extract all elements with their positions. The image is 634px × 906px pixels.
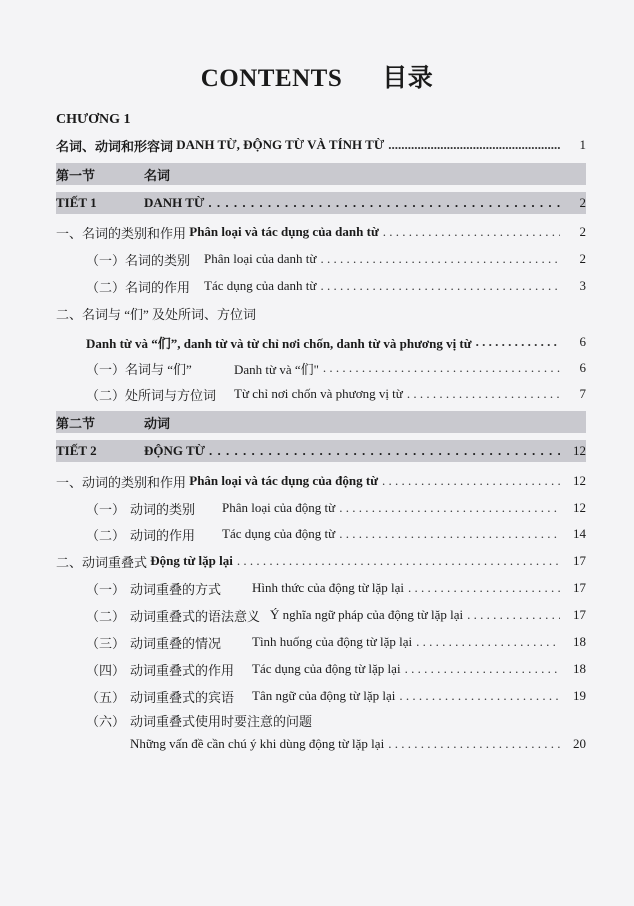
section-band-1-zh[interactable] — [56, 163, 586, 185]
entry-vi: Động từ lặp lại — [150, 553, 233, 568]
entry-zh: 动词重叠式的语法意义 — [130, 608, 261, 624]
entry-zh: 动词重叠的情况 — [130, 635, 222, 651]
entry-num: （二） — [86, 608, 126, 624]
entry-vi: Tác dụng của động từ lặp lại — [252, 661, 401, 676]
entry-vi: Tình huống của động từ lặp lại — [252, 634, 413, 649]
entry-zh: 一、名词的类别和作用 — [56, 225, 187, 241]
leader-dots — [388, 137, 560, 153]
entry-zh: （一）名词的类别 — [86, 252, 191, 268]
toc-entry-heading[interactable] — [56, 303, 586, 323]
entry-vi: DANH TỪ, ĐỘNG TỪ VÀ TÍNH TỪ — [176, 137, 385, 152]
page-number: 1 — [579, 137, 586, 152]
toc-entry[interactable] — [56, 358, 586, 378]
toc-entry[interactable] — [56, 551, 586, 571]
leader-dots — [416, 634, 560, 650]
leader-dots — [237, 553, 560, 569]
toc-entry[interactable] — [56, 276, 586, 296]
entry-vi: Hình thức của động từ lặp lại — [252, 580, 405, 595]
toc-entry-chapter[interactable] — [56, 135, 586, 155]
leader-dots — [208, 195, 560, 211]
title-en: CONTENTS — [200, 65, 343, 92]
entry-zh: 动词重叠式使用时要注意的问题 — [130, 713, 313, 729]
entry-zh: 二、动词重叠式 — [56, 554, 148, 570]
leader-dots — [320, 251, 560, 267]
entry-vi: Tác dụng của động từ — [222, 526, 336, 541]
toc-entry[interactable] — [130, 734, 586, 754]
section-label-vi: TIẾT 2 — [56, 443, 97, 458]
page-number: 14 — [573, 526, 586, 541]
entry-num: （五） — [86, 689, 126, 705]
page-number: 19 — [573, 688, 586, 703]
leader-dots — [339, 526, 560, 542]
entry-zh: 名词、动词和形容词 — [56, 138, 174, 154]
toc-entry[interactable] — [86, 605, 586, 625]
toc-entry[interactable] — [86, 498, 586, 518]
section-band-2-zh[interactable] — [56, 411, 586, 433]
toc-entry[interactable] — [56, 471, 586, 491]
entry-num: （四） — [86, 662, 126, 678]
title-zh: 目录 — [382, 65, 434, 92]
page-title — [0, 58, 634, 94]
section-label-zh: 第二节 — [56, 415, 96, 431]
leader-dots — [320, 278, 560, 294]
entry-vi: Phân loại và tác dụng của danh từ — [189, 224, 379, 239]
page-number: 12 — [573, 473, 586, 488]
leader-dots — [382, 473, 560, 489]
entry-vi: Danh từ và “们”, danh từ và từ chỉ nơi chốn, danh từ và phương vị từ — [86, 335, 472, 351]
entry-num: （二） — [86, 527, 126, 543]
section-title-vi: ĐỘNG TỪ — [144, 443, 206, 458]
entry-vi: Ý nghĩa ngữ pháp của động từ lặp lại — [270, 607, 464, 622]
leader-dots — [388, 736, 560, 752]
entry-zh: 一、动词的类别和作用 — [56, 474, 187, 490]
entry-zh: 二、名词与 “们” 及处所词、方位词 — [56, 306, 257, 322]
page-number: 18 — [573, 661, 586, 676]
leader-dots — [408, 580, 560, 596]
toc-entry[interactable] — [86, 578, 586, 598]
entry-vi: Danh từ và “们" — [234, 361, 319, 377]
page-number: 6 — [579, 360, 586, 375]
chapter-heading: CHƯƠNG 1 — [56, 112, 131, 127]
entry-vi: Phân loại của danh từ — [204, 251, 317, 266]
entry-zh: （一）名词与 “们” — [86, 361, 192, 377]
leader-dots — [467, 607, 560, 623]
entry-zh: 动词重叠式的作用 — [130, 662, 235, 678]
page-number: 20 — [573, 736, 586, 751]
page-number: 2 — [579, 251, 586, 266]
toc-entry[interactable] — [56, 222, 586, 242]
toc-entry[interactable] — [56, 384, 586, 404]
entry-zh: 动词重叠的方式 — [130, 581, 222, 597]
page-number: 17 — [573, 553, 586, 568]
leader-dots — [405, 661, 560, 677]
toc-entry[interactable] — [86, 332, 586, 352]
page-number: 2 — [579, 224, 586, 239]
toc-entry[interactable] — [86, 659, 586, 679]
section-band-2-vi[interactable] — [56, 440, 586, 462]
entry-num: （六） — [86, 713, 126, 729]
leader-dots — [399, 688, 560, 704]
entry-vi: Những vấn đề cần chú ý khi dùng động từ lặp lại — [130, 736, 385, 751]
page-number: 18 — [573, 634, 586, 649]
page-number: 7 — [579, 386, 586, 401]
page-number: 12 — [573, 500, 586, 515]
leader-dots — [383, 224, 560, 240]
page-number: 12 — [573, 443, 586, 458]
page-number: 2 — [579, 195, 586, 210]
leader-dots — [209, 443, 560, 459]
entry-vi: Tác dụng của danh từ — [204, 278, 317, 293]
page-number: 17 — [573, 580, 586, 595]
entry-vi: Từ chỉ nơi chốn và phương vị từ — [234, 386, 403, 401]
leader-dots — [339, 500, 560, 516]
leader-dots — [323, 360, 560, 376]
entry-zh: 动词的类别 — [130, 501, 196, 517]
entry-num: （一） — [86, 501, 126, 517]
toc-entry-heading[interactable] — [86, 710, 586, 730]
toc-entry[interactable] — [86, 524, 586, 544]
toc-entry[interactable] — [86, 686, 586, 706]
leader-dots — [476, 334, 560, 350]
page-number: 17 — [573, 607, 586, 622]
entry-zh: （二）名词的作用 — [86, 279, 191, 295]
section-label-zh: 第一节 — [56, 167, 96, 183]
leader-dots — [407, 386, 560, 402]
section-label-vi: TIẾT 1 — [56, 195, 97, 210]
page-number: 3 — [579, 278, 586, 293]
entry-vi: Phân loại và tác dụng của động từ — [189, 473, 379, 488]
section-title-zh: 名词 — [144, 167, 171, 183]
section-band-1-vi[interactable] — [56, 192, 586, 214]
entry-vi: Tân ngữ của động từ lặp lại — [252, 688, 396, 703]
entry-zh: （二）处所词与方位词 — [86, 387, 217, 403]
toc-entry[interactable] — [86, 632, 586, 652]
entry-num: （三） — [86, 635, 126, 651]
entry-zh: 动词的作用 — [130, 527, 196, 543]
entry-zh: 动词重叠式的宾语 — [130, 689, 235, 705]
page-number: 6 — [579, 334, 586, 349]
section-title-vi: DANH TỪ — [144, 195, 205, 210]
toc-entry[interactable] — [56, 249, 586, 269]
section-title-zh: 动词 — [144, 415, 171, 431]
entry-vi: Phân loại của động từ — [222, 500, 336, 515]
entry-num: （一） — [86, 581, 126, 597]
